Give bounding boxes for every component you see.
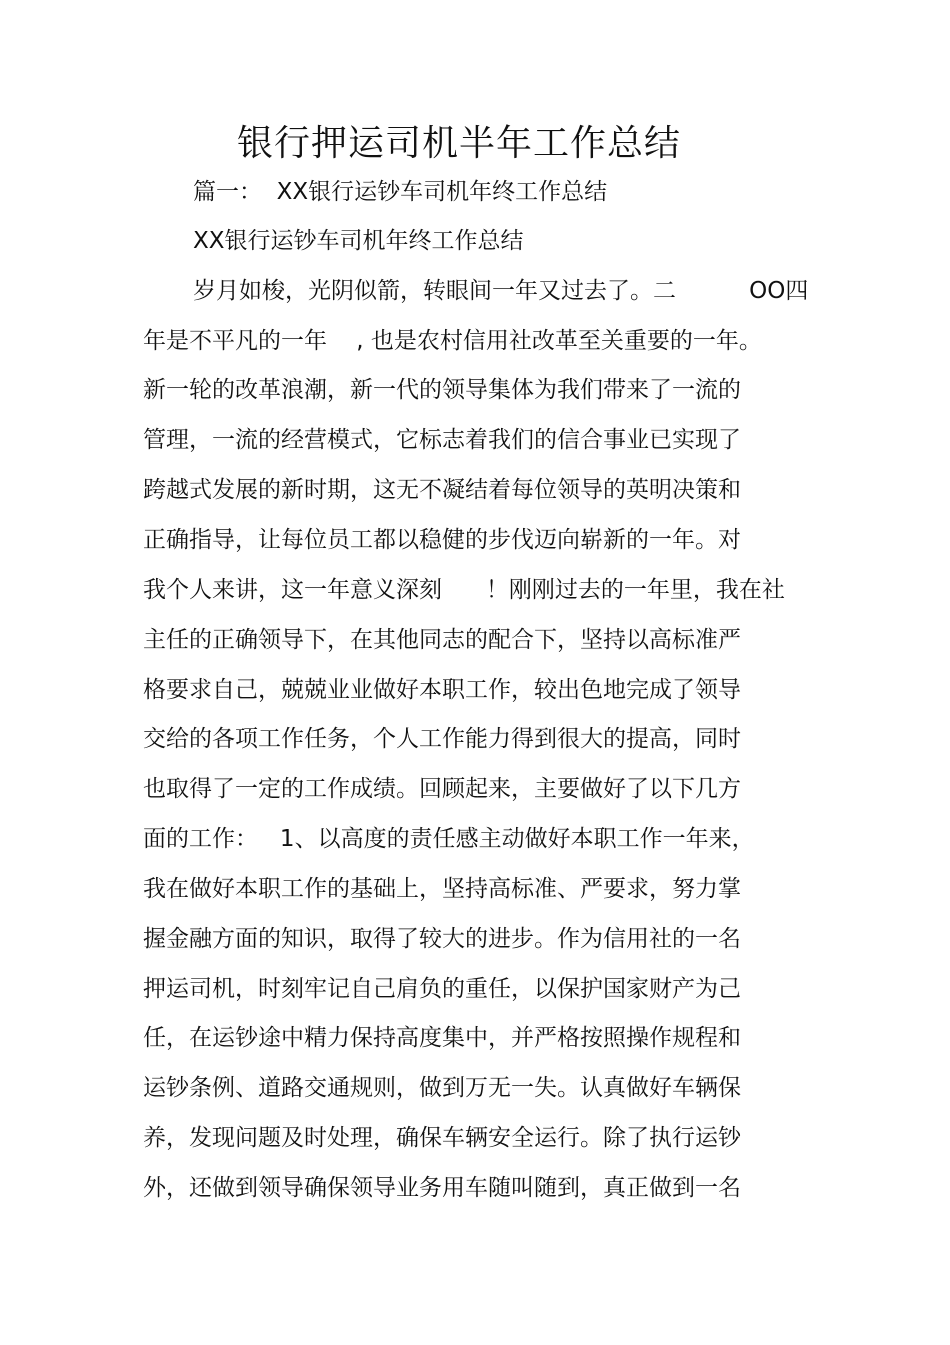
body-line: 格要求自己，兢兢业业做好本职工作，较出色地完成了领导 [143, 677, 741, 703]
body-line: 押运司机，时刻牢记自己肩负的重任，以保护国家财产为己 [143, 976, 741, 1002]
body-line: 新一轮的改革浪潮，新一代的领导集体为我们带来了一流的 [143, 377, 741, 403]
body-line: 外，还做到领导确保领导业务用车随叫随到，真正做到一名 [143, 1175, 741, 1201]
body-line: 面的工作： 1、以高度的责任感主动做好本职工作一年来， [143, 826, 755, 852]
body-line: 也取得了一定的工作成绩。回顾起来，主要做好了以下几方 [143, 776, 741, 802]
body-line: 任，在运钞途中精力保持高度集中，并严格按照操作规程和 [143, 1025, 741, 1051]
body-line: 交给的各项工作任务，个人工作能力得到很大的提高，同时 [143, 726, 741, 752]
document-title: 银行押运司机半年工作总结 [236, 123, 681, 164]
heading-line: XX银行运钞车司机年终工作总结 [193, 228, 524, 254]
body-line: 跨越式发展的新时期，这无不凝结着每位领导的英明决策和 [143, 477, 741, 503]
body-line: 我个人来讲，这一年意义深刻 ！刚刚过去的一年里，我在社 [143, 577, 785, 603]
body-line: 主任的正确领导下，在其他同志的配合下，坚持以高标准严 [143, 627, 741, 653]
subtitle-line: 篇一： XX银行运钞车司机年终工作总结 [193, 179, 608, 205]
body-line: 我在做好本职工作的基础上，坚持高标准、严要求，努力掌 [143, 876, 741, 902]
body-line: 养，发现问题及时处理，确保车辆安全运行。除了执行运钞 [143, 1125, 741, 1151]
body-line: 岁月如梭，光阴似箭，转眼间一年又过去了。二 OO四 [193, 278, 809, 304]
body-line: 正确指导，让每位员工都以稳健的步伐迈向崭新的一年。对 [143, 527, 741, 553]
body-line: 管理，一流的经营模式，它标志着我们的信合事业已实现了 [143, 427, 741, 453]
body-line: 握金融方面的知识，取得了较大的进步。作为信用社的一名 [143, 926, 741, 952]
body-line: 年是不平凡的一年 , 也是农村信用社改革至关重要的一年。 [143, 328, 762, 354]
body-line: 运钞条例、道路交通规则，做到万无一失。认真做好车辆保 [143, 1075, 741, 1101]
